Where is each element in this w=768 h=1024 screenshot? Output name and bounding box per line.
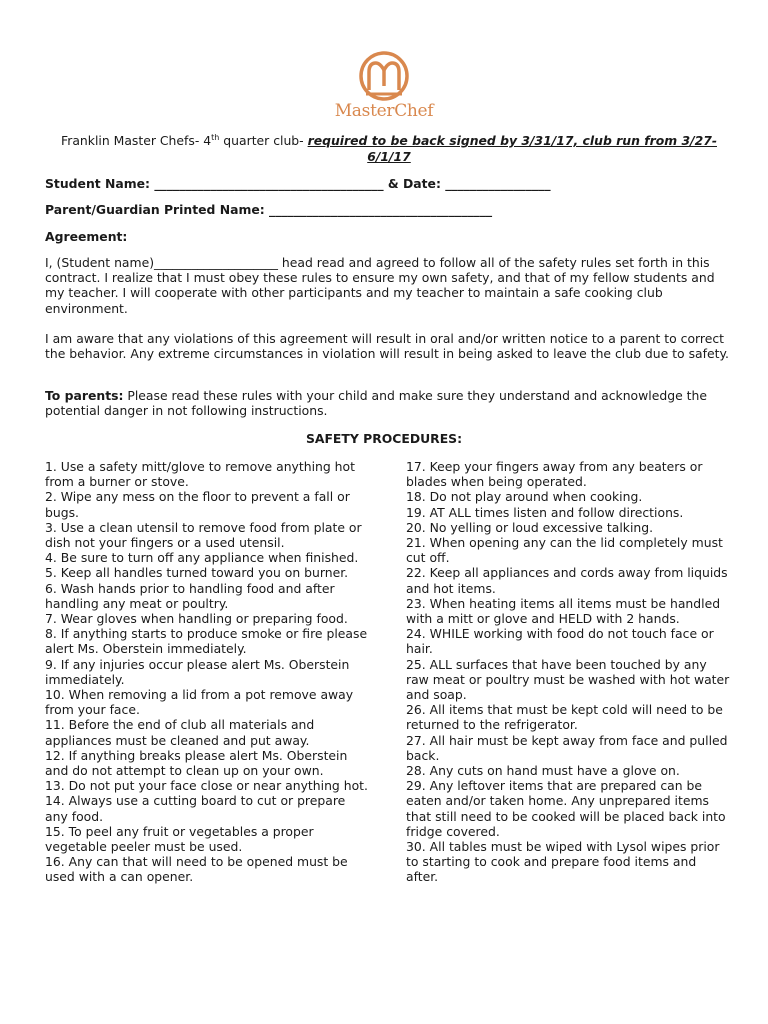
safety-procedures-title: SAFETY PROCEDURES: — [305, 431, 463, 446]
safety-rule-item: 29. Any leftover items that are prepared can be eaten and/or taken home. Any unprepared items that still need to be cooked will be placed back into fridge covered. — [406, 778, 726, 839]
safety-rule-item: 23. When heating items all items must be handled with a mitt or glove and HELD with 2 hands. — [406, 595, 721, 627]
masterchef-logo — [322, 50, 446, 124]
rules-right-column — [406, 459, 731, 885]
agreement-paragraph-1: I, (Student name)____________________ head read and agreed to follow all of the safety rules set forth in this contract. I realize that I must obey these rules to ensure my own safety, and that of my fellow students and my teacher. I will cooperate with other participants and my teacher to maintain a safe cooking club environment. — [45, 255, 715, 316]
club-header — [44, 133, 734, 164]
parent-name-field[interactable]: Parent/Guardian Printed Name: ____________________________________ — [45, 202, 493, 217]
safety-rule-item: 18. Do not play around when cooking. — [406, 489, 643, 505]
safety-rule-item: 1. Use a safety mitt/glove to remove anything hot from a burner or stove. — [45, 459, 355, 490]
safety-rule-item: 19. AT ALL times listen and follow directions. — [406, 504, 684, 520]
student-name-field[interactable]: Student Name: _____________________________________ & Date: _________________ — [45, 176, 551, 191]
safety-rule-item: 25. ALL surfaces that have been touched by any raw meat or poultry must be washed with hot water and soap. — [406, 656, 730, 703]
safety-rule-item: 13. Do not put your face close or near anything hot. — [45, 778, 368, 794]
parents-text: Please read these rules with your child and make sure they understand and acknowledge the potential danger in not following instructions. — [45, 388, 707, 419]
safety-rule-item: 21. When opening any can the lid completely must cut off. — [406, 535, 723, 566]
safety-rule-item: 5. Keep all handles turned toward you on burner. — [45, 565, 349, 581]
logo-wordmark: MasterChef — [334, 101, 434, 121]
safety-rule-item: 24. WHILE working with food do not touch face or hair. — [406, 626, 714, 657]
agreement-heading: Agreement: — [45, 229, 128, 244]
parents-note — [45, 388, 735, 418]
rules-left-column — [45, 459, 370, 885]
safety-rule-item: 10. When removing a lid from a pot remove away from your face. — [45, 687, 354, 718]
safety-rule-item: 26. All items that must be kept cold will need to be returned to the refrigerator. — [406, 702, 723, 733]
parents-label: To parents: — [45, 388, 124, 403]
safety-rule-item: 28. Any cuts on hand must have a glove on. — [406, 763, 680, 779]
header-prefix: Franklin Master Chefs- 4 — [61, 133, 212, 148]
safety-rule-item: 6. Wash hands prior to handling food and after handling any meat or poultry. — [45, 580, 335, 611]
safety-rule-item: 4. Be sure to turn off any appliance when finished. — [45, 550, 359, 566]
safety-rule-item: 7. Wear gloves when handling or preparing food. — [45, 611, 348, 627]
safety-rule-item: 2. Wipe any mess on the floor to prevent a fall or bugs. — [45, 489, 350, 520]
safety-rule-item: 27. All hair must be kept away from face and pulled back. — [406, 732, 728, 763]
header-sup: th — [211, 132, 220, 142]
safety-rule-item: 16. Any can that will need to be opened must be used with a can opener. — [45, 854, 348, 885]
agreement-paragraph-2: I am aware that any violations of this agreement will result in oral and/or written notice to a parent to correct the behavior. Any extreme circumstances in violation will result in being asked to leave the club due to safety. — [45, 331, 729, 362]
safety-rule-item: 14. Always use a cutting board to cut or prepare any food. — [45, 793, 346, 824]
safety-rule-item: 20. No yelling or loud excessive talking. — [406, 519, 654, 535]
safety-rule-item: 3. Use a clean utensil to remove food from plate or dish not your fingers or a used utensil. — [45, 519, 362, 551]
header-mid: quarter club- — [219, 133, 308, 148]
safety-rule-item: 15. To peel any fruit or vegetables a proper vegetable peeler must be used. — [45, 823, 314, 855]
safety-rule-item: 9. If any injuries occur please alert Ms. Oberstein immediately. — [45, 656, 350, 687]
safety-rule-item: 12. If anything breaks please alert Ms. Oberstein and do not attempt to clean up on your own. — [45, 747, 348, 779]
safety-rule-item: 8. If anything starts to produce smoke or fire please alert Ms. Oberstein immediately. — [45, 626, 368, 657]
safety-rule-item: 11. Before the end of club all materials and appliances must be cleaned and put away. — [45, 717, 315, 748]
header-required-note: required to be back signed by 3/31/17, club run from 3/27-6/1/17 — [307, 133, 717, 164]
chef-hat-m-icon — [322, 50, 446, 106]
safety-rule-item: 22. Keep all appliances and cords away from liquids and hot items. — [406, 565, 728, 596]
safety-rule-item: 17. Keep your fingers away from any beaters or blades when being operated. — [406, 459, 703, 490]
safety-rule-item: 30. All tables must be wiped with Lysol wipes prior to starting to cook and prepare food items and after. — [406, 839, 720, 885]
